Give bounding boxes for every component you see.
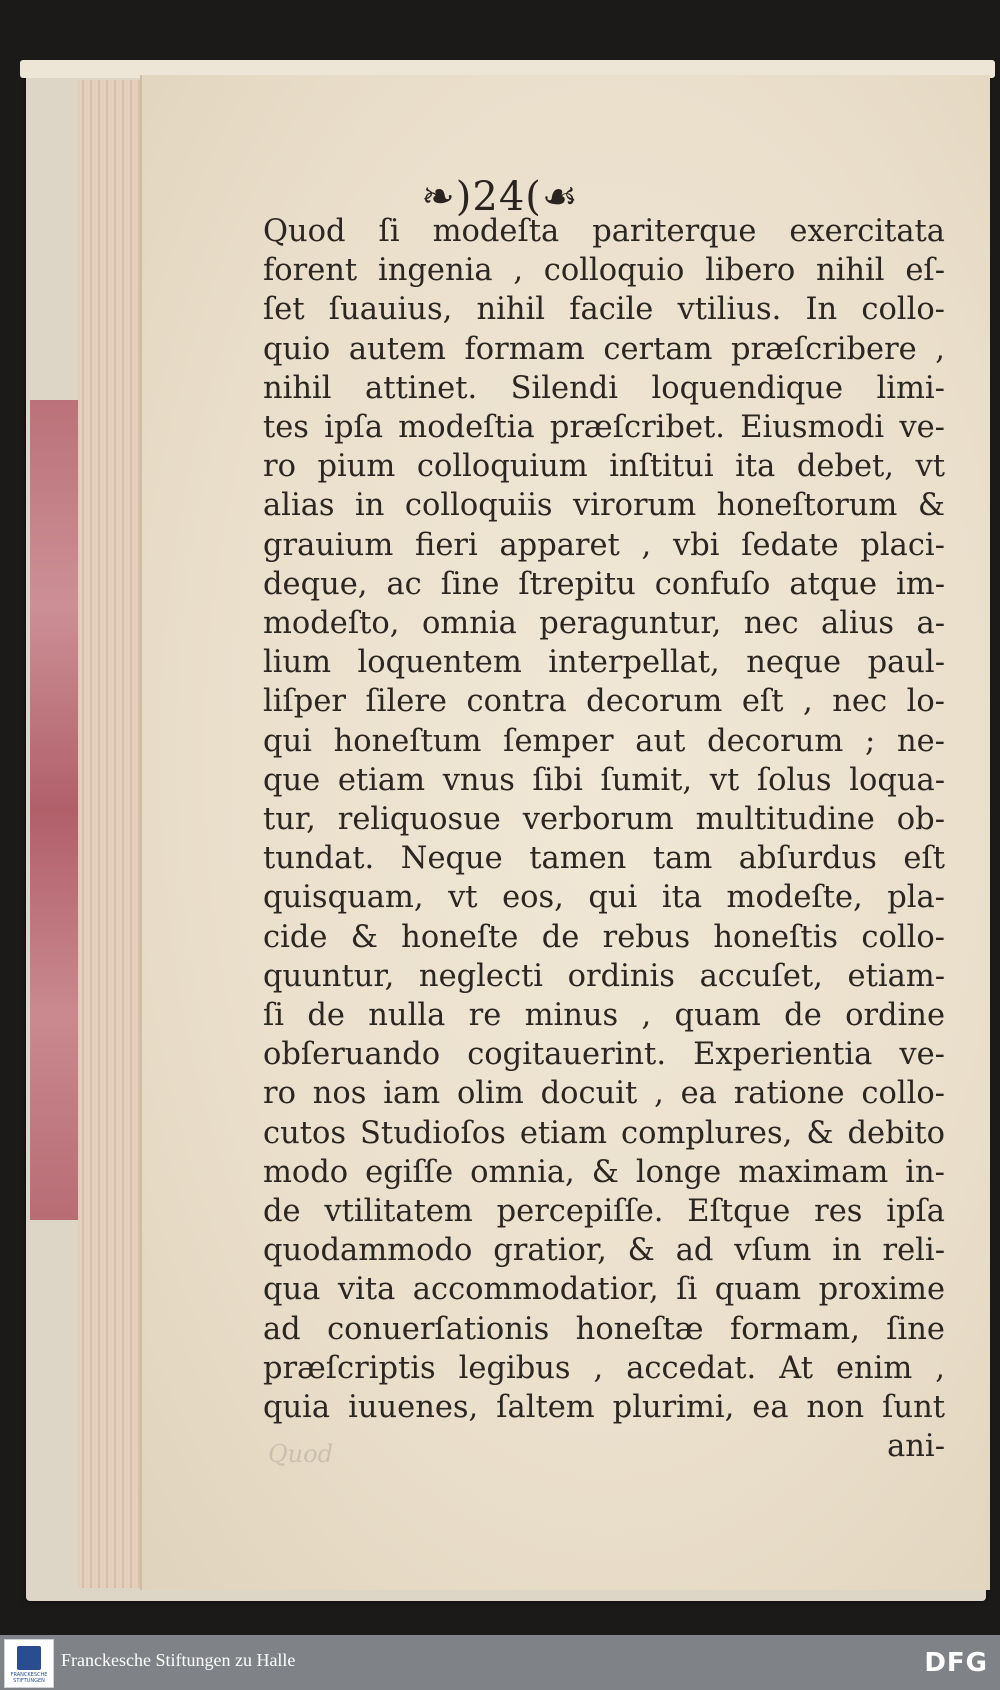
text-line: liſper ſilere contra decorum eſt , nec lo-	[263, 684, 945, 720]
text-line: nihil attinet. Silendi loquendique limi-	[263, 370, 945, 406]
text-line: modeſto, omnia peraguntur, nec alius a-	[263, 606, 945, 642]
red-spine-stain	[30, 400, 82, 1220]
logo-mark-icon	[17, 1646, 41, 1670]
text-line: qui honeſtum ſemper aut decorum ; ne-	[263, 723, 945, 759]
text-line: quio autem formam certam præſcribere ,	[263, 331, 945, 367]
text-line: obſeruando cogitauerint. Experientia ve-	[263, 1037, 945, 1073]
text-line: quisquam, vt eos, qui ita modeſte, pla-	[263, 880, 945, 916]
text-line: ſi de nulla re minus , quam de ordine	[263, 998, 945, 1034]
text-line: cide & honeſte de rebus honeſtis collo-	[263, 919, 945, 955]
text-line: forent ingenia , colloquio libero nihil eſ-	[263, 253, 945, 289]
text-line: Quod ſi modeſta pariterque exercitata	[263, 214, 945, 249]
text-line: cutos Studioſos etiam complures, & debito	[263, 1115, 945, 1151]
text-line: lium loquentem interpellat, neque paul-	[263, 645, 945, 681]
text-line: grauium fieri apparet , vbi ſedate placi-	[263, 527, 945, 563]
text-line: de vtilitatem percepiſſe. Eſtque res ipſa	[263, 1194, 945, 1230]
text-line: ſet ſuauius, nihil facile vtilius. In collo-	[263, 292, 945, 328]
institution-logo[interactable]	[4, 1639, 54, 1688]
text-line: tundat. Neque tamen tam abſurdus eſt	[263, 841, 945, 877]
text-line: quodammodo gratior, & ad vſum in reli-	[263, 1233, 945, 1269]
text-line: qua vita accommodatior, ſi quam proxime	[263, 1272, 945, 1308]
text-line: que etiam vnus ſibi ſumit, vt ſolus loqua-	[263, 762, 945, 798]
body-text	[263, 212, 945, 1467]
dfg-logo[interactable]: DFG	[924, 1648, 988, 1678]
text-line: quia iuuenes, ſaltem plurimi, ea non ſunt	[263, 1390, 945, 1426]
text-line: ro pium colloquium inſtitui ita debet, vt	[263, 449, 945, 485]
bleed-through-text: Quod	[268, 1440, 333, 1468]
text-line: tes ipſa modeſtia præſcribet. Eiusmodi ve-	[263, 410, 945, 446]
text-line: modo egiſſe omnia, & longe maximam in-	[263, 1154, 945, 1190]
text-line: ad conuerſationis honeſtæ formam, ſine	[263, 1311, 945, 1347]
page-stack-edges	[78, 80, 148, 1588]
institution-name: Franckesche Stiftungen zu Halle	[61, 1650, 296, 1670]
footer-bar	[0, 1635, 1000, 1690]
text-line: quuntur, neglecti ordinis accuſet, etiam-	[263, 958, 945, 994]
text-line: tur, reliquosue verborum multitudine ob-	[263, 802, 945, 838]
page-header-ornament: ❧)24(☙	[421, 174, 579, 220]
catchword: ani-	[887, 1429, 945, 1465]
text-line: alias in colloquiis virorum honeſtorum &	[263, 488, 945, 524]
text-line: deque, ac ſine ſtrepitu confuſo atque im-	[263, 566, 945, 602]
text-line: præſcriptis legibus , accedat. At enim ,	[263, 1350, 945, 1386]
logo-text: FRANCKESCHE STIFTUNGEN	[10, 1672, 48, 1684]
text-line: ro nos iam olim docuit , ea ratione collo-	[263, 1076, 945, 1112]
